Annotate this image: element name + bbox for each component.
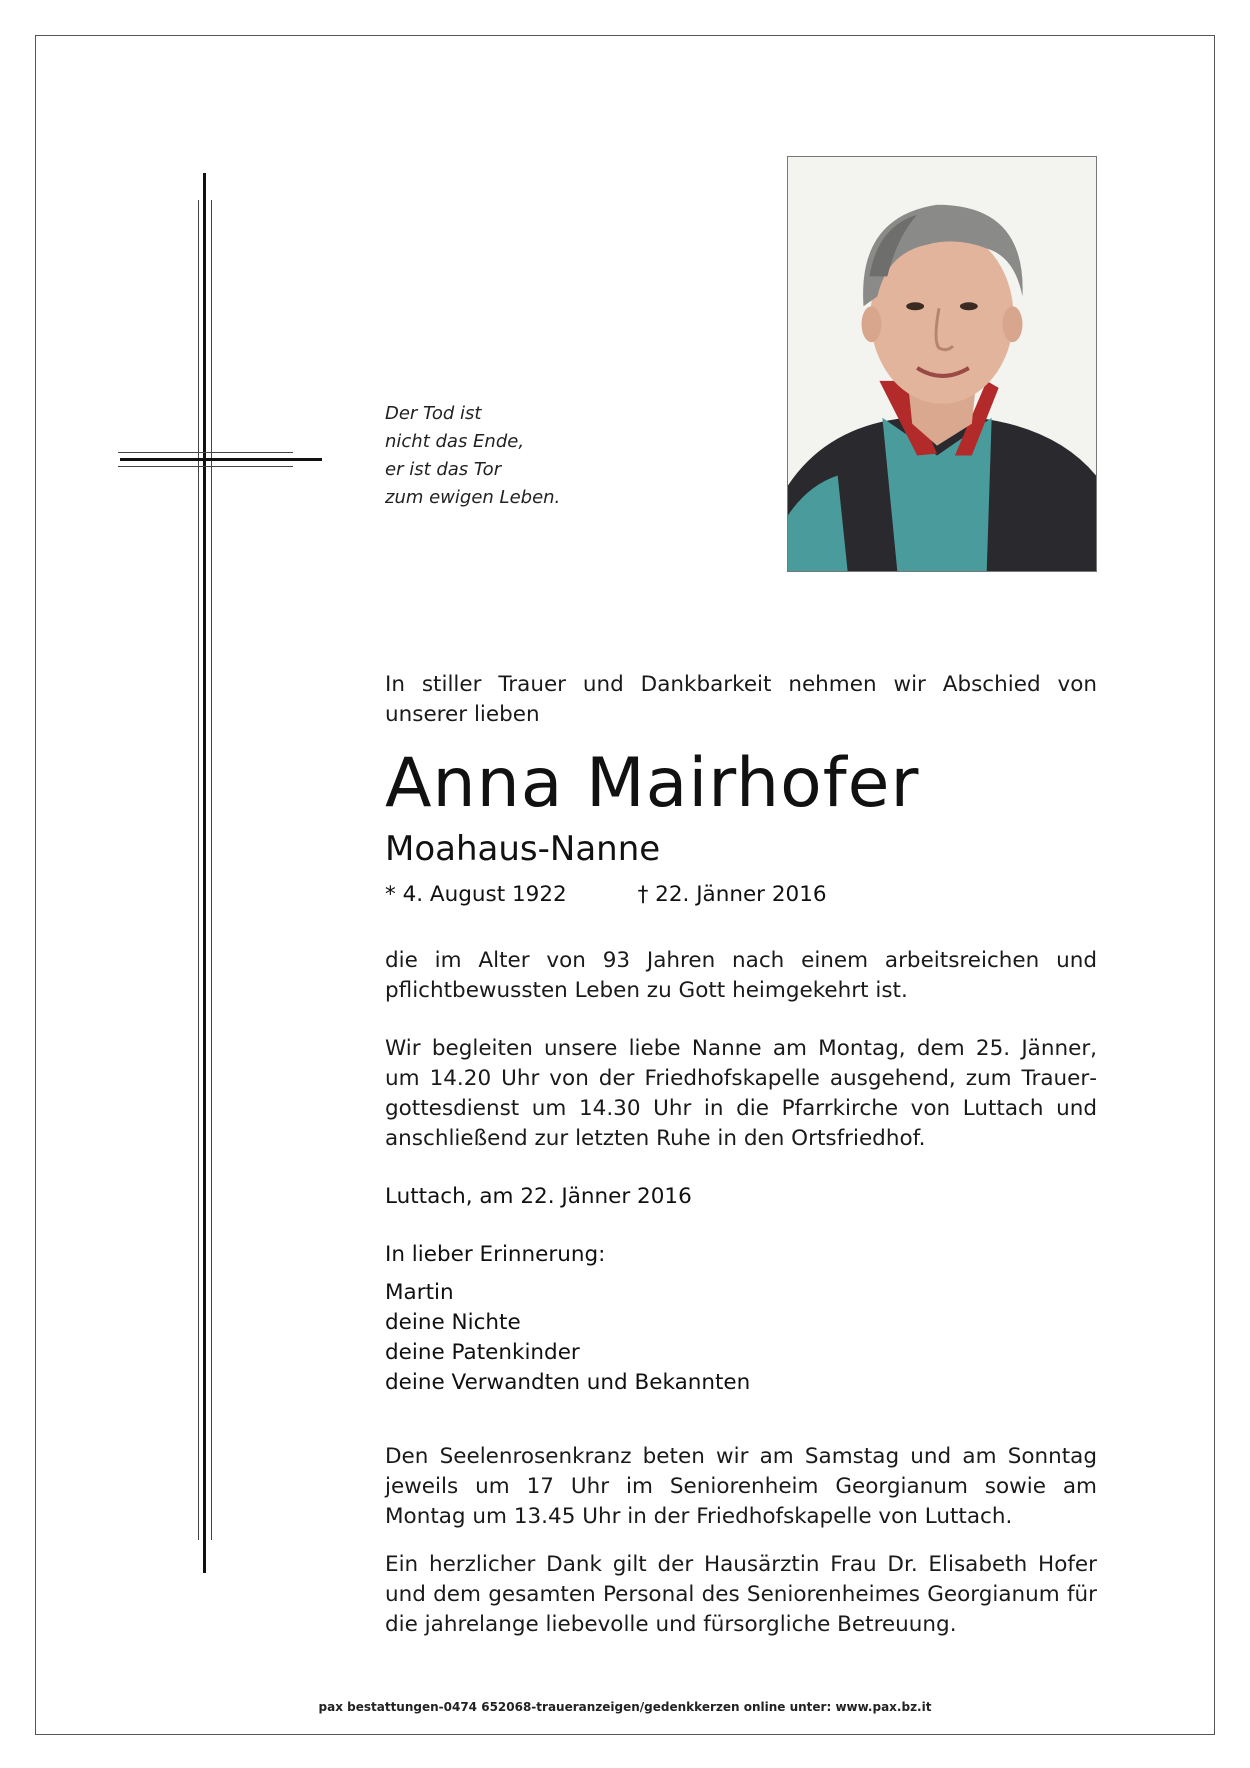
quote-line: Der Tod ist: [385, 403, 482, 424]
age-text: die im Alter von 93 Jahren nach einem arbeitsreichen und pflichtbewussten Leben zu Gott heimgekehrt ist.: [385, 948, 1097, 1003]
mourners-list: [385, 1278, 1097, 1398]
mourner-item: Martin: [385, 1280, 454, 1305]
place-date: Luttach, am 22. Jänner 2016: [385, 1184, 692, 1209]
life-dates: [385, 880, 1097, 910]
quote-line: er ist das Tor: [385, 459, 502, 480]
deceased-name: Anna Mairhofer: [385, 744, 920, 823]
portrait-image: [788, 157, 1096, 571]
birth-date: * 4. August 1922: [385, 882, 567, 907]
portrait-photo: [787, 156, 1097, 572]
quote: [385, 400, 685, 512]
obituary-content: [385, 670, 1097, 1640]
mourner-item: deine Nichte: [385, 1310, 521, 1335]
mourner-item: deine Verwandten und Bekannten: [385, 1370, 751, 1395]
footer-text: pax bestattungen-0474 652068-traueranzeigen/gedenkkerzen online unter: www.pax.bz.it: [318, 1700, 932, 1714]
intro-text: In stiller Trauer und Dankbarkeit nehmen wir Abschied von unserer lieben: [385, 672, 1097, 727]
quote-line: zum ewigen Leben.: [385, 487, 561, 508]
death-date: † 22. Jänner 2016: [637, 882, 827, 907]
deceased-nickname: Moahaus-Nanne: [385, 829, 661, 869]
mourner-item: deine Patenkinder: [385, 1340, 580, 1365]
funeral-text: Wir begleiten unsere liebe Nanne am Montag, dem 25. Jänner, um 14.20 Uhr von der Friedhofskapelle ausgehend, zum Trauergottesdienst um 14.30 Uhr in die Pfarrkirche von Luttach und anschließend zur letzten Ruhe in den Ortsfriedhof.: [385, 1036, 1097, 1151]
thanks-text: Ein herzlicher Dank gilt der Hausärztin Frau Dr. Elisabeth Hofer und dem gesamten Personal des Seniorenheimes Georgianum für die jahrelange liebevolle und fürsorgliche Betreuung.: [385, 1552, 1097, 1637]
memory-heading: In lieber Erinnerung:: [385, 1242, 606, 1267]
quote-line: nicht das Ende,: [385, 431, 525, 452]
rosary-text: Den Seelenrosenkranz beten wir am Samstag und am Sonntag jeweils um 17 Uhr im Seniorenheim Georgianum sowie am Montag um 13.45 Uhr in der Friedhofskapelle von Luttach.: [385, 1444, 1097, 1529]
